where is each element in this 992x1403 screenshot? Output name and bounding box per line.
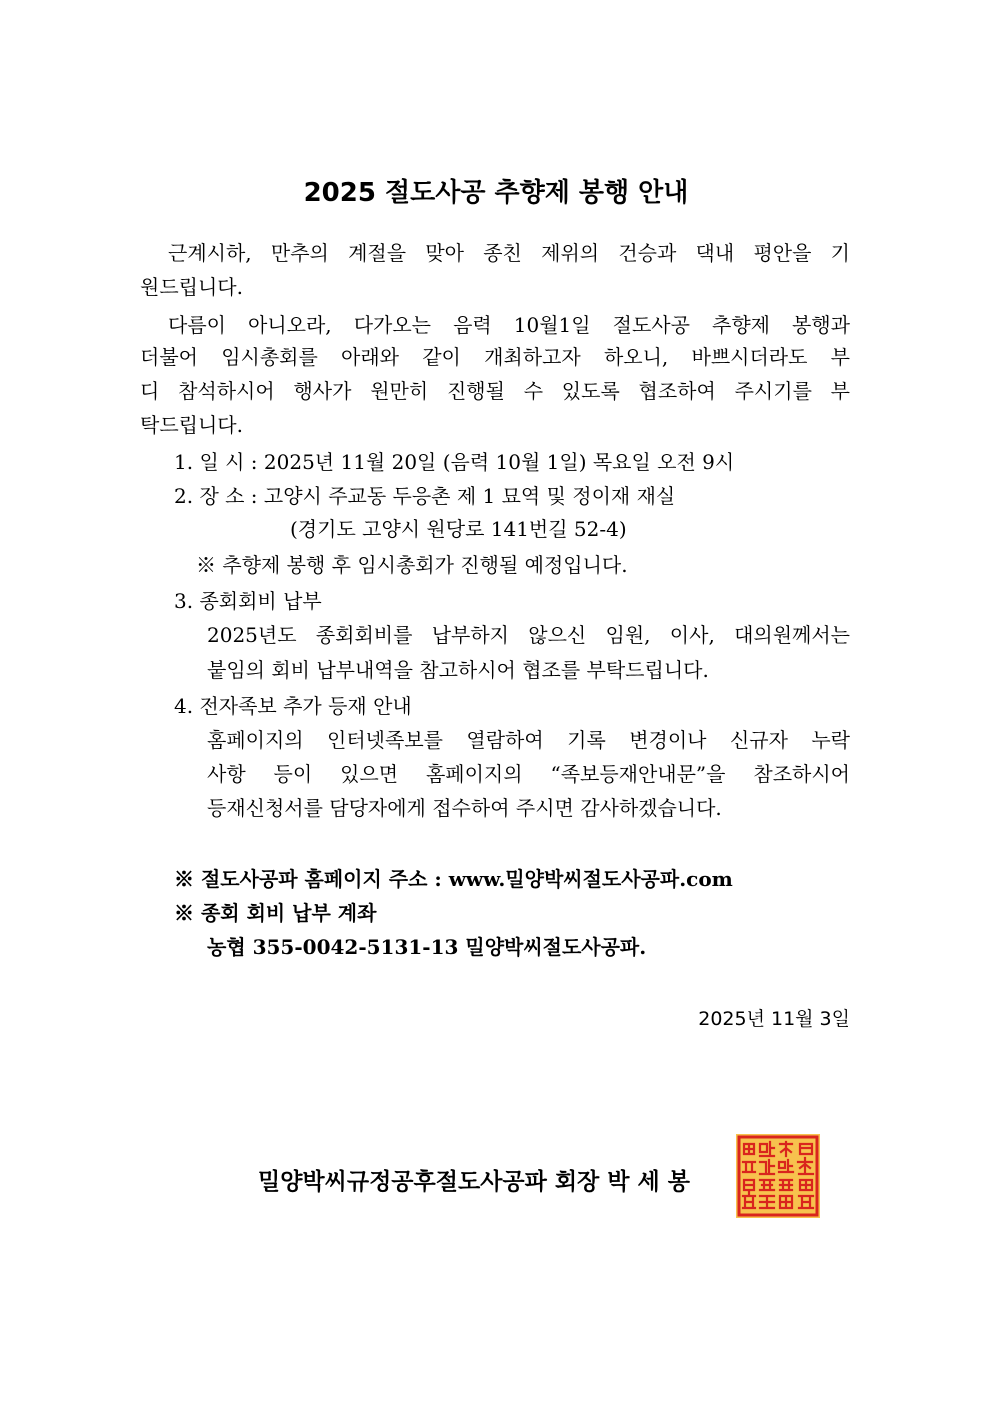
greeting-line-1: 근계시하, 만추의 계절을 맞아 종친 제위의 건승과 댁내 평안을 기 <box>168 241 850 265</box>
signer-name: 밀양박씨규정공후절도사공파 회장 박 세 봉 <box>258 1169 690 1195</box>
homepage-notice: ※ 절도사공파 홈페이지 주소 : www.밀양박씨절도사공파.com <box>174 867 733 891</box>
dues-heading: 3. 종회회비 납부 <box>174 589 322 613</box>
schedule-note: ※ 추향제 봉행 후 임시총회가 진행될 예정입니다. <box>196 553 628 577</box>
place-item: 2. 장 소 : 고양시 주교동 두응촌 제 1 묘역 및 정이재 재실 <box>174 484 676 508</box>
official-seal-icon <box>736 1134 820 1218</box>
body-line-3: 디 참석하시어 행사가 원만히 진행될 수 있도록 협조하여 주시기를 부 <box>140 379 850 403</box>
document-title: 2025 절도사공 추향제 봉행 안내 <box>303 178 689 208</box>
account-number: 농협 355-0042-5131-13 밀양박씨절도사공파. <box>207 935 647 959</box>
schedule-item: 1. 일 시 : 2025년 11월 20일 (음력 10월 1일) 목요일 오전 9시 <box>174 450 735 474</box>
genealogy-line-3: 등재신청서를 담당자에게 접수하여 주시면 감사하겠습니다. <box>207 796 722 820</box>
body-line-4: 탁드립니다. <box>140 413 243 437</box>
genealogy-line-1: 홈페이지의 인터넷족보를 열람하여 기록 변경이나 신규자 누락 <box>207 728 850 752</box>
place-address: (경기도 고양시 원당로 141번길 52-4) <box>290 517 627 541</box>
body-line-2: 더불어 임시총회를 아래와 같이 개최하고자 하오니, 바쁘시더라도 부 <box>140 345 850 369</box>
document-date: 2025년 11월 3일 <box>698 1008 850 1030</box>
body-line-1: 다름이 아니오라, 다가오는 음력 10월1일 절도사공 추향제 봉행과 <box>168 313 850 337</box>
dues-line-1: 2025년도 종회회비를 납부하지 않으신 임원, 이사, 대의원께서는 <box>207 623 850 647</box>
dues-line-2: 붙임의 회비 납부내역을 참고하시어 협조를 부탁드립니다. <box>207 658 709 682</box>
genealogy-line-2: 사항 등이 있으면 홈페이지의 “족보등재안내문”을 참조하시어 <box>207 762 850 786</box>
account-heading: ※ 종회 회비 납부 계좌 <box>174 901 377 925</box>
genealogy-heading: 4. 전자족보 추가 등재 안내 <box>174 694 412 718</box>
greeting-line-2: 원드립니다. <box>140 275 243 299</box>
